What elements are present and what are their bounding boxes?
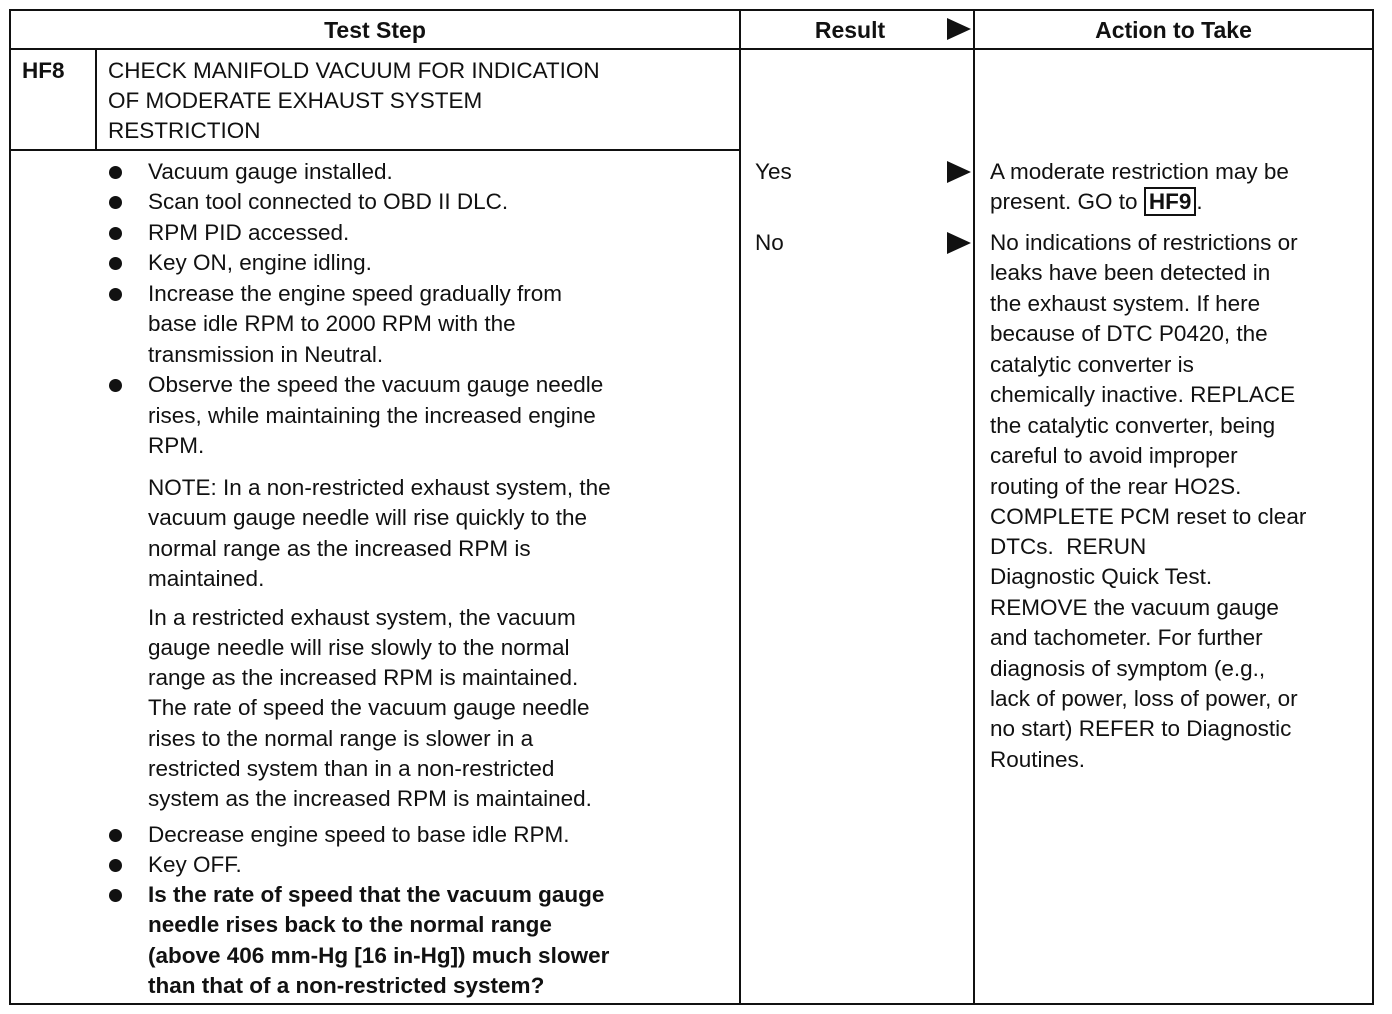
bullet-icon	[109, 196, 122, 209]
question-line-1: Is the rate of speed that the vacuum gauge	[148, 882, 605, 907]
action-no-line-3: the exhaust system. If here	[990, 291, 1261, 316]
question-line-2: needle rises back to the normal range	[148, 912, 552, 937]
bullet-icon	[109, 829, 122, 842]
question-line-3: (above 406 mm-Hg [16 in-Hg]) much slower	[148, 943, 610, 968]
header-result: Result	[814, 17, 886, 43]
bullet-icon	[109, 166, 122, 179]
note2-line-5: rises to the normal range is slower in a	[148, 726, 534, 751]
action-no-line-18: Routines.	[990, 747, 1086, 772]
bullet-4-line-1: Key ON, engine idling.	[148, 250, 372, 275]
action-no-line-1: No indications of restrictions or	[990, 230, 1298, 255]
action-yes-line-2	[990, 187, 1203, 218]
header-action: Action to Take	[1095, 17, 1252, 43]
step-title-divider	[9, 149, 741, 151]
table-border-left	[9, 9, 11, 1005]
bullet-2-line-1: Scan tool connected to OBD II DLC.	[148, 189, 509, 214]
goto-hf9-link[interactable]: HF9	[1144, 187, 1197, 216]
action-no-line-4: because of DTC P0420, the	[990, 321, 1268, 346]
action-no-line-14: and tachometer. For further	[990, 625, 1263, 650]
table-border-top	[9, 9, 1374, 11]
column-divider-result-action	[973, 9, 975, 1005]
note2-line-1: In a restricted exhaust system, the vacuum	[148, 605, 576, 630]
action-no-line-7: the catalytic converter, being	[990, 413, 1276, 438]
bullet-icon	[109, 379, 122, 392]
bullet-6-line-1: Observe the speed the vacuum gauge needle	[148, 372, 604, 397]
table-border-bottom	[9, 1003, 1374, 1005]
arrow-yes-icon	[947, 161, 971, 183]
header-arrow-icon	[947, 18, 971, 40]
action-yes-suffix: .	[1196, 189, 1203, 214]
note2-line-2: gauge needle will rise slowly to the normal	[148, 635, 570, 660]
bullet-5-line-3: transmission in Neutral.	[148, 342, 384, 367]
bullet-7-line-1: Decrease engine speed to base idle RPM.	[148, 822, 570, 847]
action-no-line-11: DTCs. RERUN	[990, 534, 1147, 559]
bullet-icon	[109, 859, 122, 872]
action-no-line-12: Diagnostic Quick Test.	[990, 564, 1213, 589]
result-yes: Yes	[755, 159, 792, 184]
action-no-line-15: diagnosis of symptom (e.g.,	[990, 656, 1266, 681]
arrow-no-icon	[947, 232, 971, 254]
question-line-4: than that of a non-restricted system?	[148, 973, 545, 998]
step-title-line-1: CHECK MANIFOLD VACUUM FOR INDICATION	[108, 58, 600, 83]
note1-line-1: NOTE: In a non-restricted exhaust system, the	[148, 475, 611, 500]
action-no-line-17: no start) REFER to Diagnostic	[990, 716, 1292, 741]
header-test-step: Test Step	[324, 17, 426, 43]
action-no-line-8: careful to avoid improper	[990, 443, 1238, 468]
bullet-1-line-1: Vacuum gauge installed.	[148, 159, 393, 184]
header-divider	[9, 48, 1374, 50]
step-code-divider	[95, 48, 97, 150]
bullet-8-line-1: Key OFF.	[148, 852, 242, 877]
bullet-6-line-2: rises, while maintaining the increased engine	[148, 403, 596, 428]
note2-line-7: system as the increased RPM is maintained.	[148, 786, 592, 811]
bullet-6-line-3: RPM.	[148, 433, 205, 458]
bullet-icon	[109, 889, 122, 902]
bullet-icon	[109, 257, 122, 270]
action-no-line-9: routing of the rear HO2S.	[990, 474, 1242, 499]
note2-line-3: range as the increased RPM is maintained.	[148, 665, 579, 690]
note1-line-2: vacuum gauge needle will rise quickly to the	[148, 505, 587, 530]
bullet-icon	[109, 288, 122, 301]
bullet-3-line-1: RPM PID accessed.	[148, 220, 350, 245]
step-title-line-2: OF MODERATE EXHAUST SYSTEM	[108, 88, 483, 113]
bullet-5-line-2: base idle RPM to 2000 RPM with the	[148, 311, 516, 336]
action-no-line-13: REMOVE the vacuum gauge	[990, 595, 1279, 620]
result-no: No	[755, 230, 784, 255]
note2-line-6: restricted system than in a non-restricted	[148, 756, 555, 781]
note2-line-4: The rate of speed the vacuum gauge needle	[148, 695, 590, 720]
bullet-5-line-1: Increase the engine speed gradually from	[148, 281, 563, 306]
action-yes-line-1: A moderate restriction may be	[990, 159, 1289, 184]
step-title-line-3: RESTRICTION	[108, 118, 261, 143]
action-no-line-2: leaks have been detected in	[990, 260, 1271, 285]
note1-line-4: maintained.	[148, 566, 265, 591]
table-border-right	[1372, 9, 1374, 1005]
note1-line-3: normal range as the increased RPM is	[148, 536, 531, 561]
step-code: HF8	[22, 58, 65, 83]
action-no-line-10: COMPLETE PCM reset to clear	[990, 504, 1307, 529]
action-no-line-6: chemically inactive. REPLACE	[990, 382, 1296, 407]
action-no-line-5: catalytic converter is	[990, 352, 1194, 377]
action-no-line-16: lack of power, loss of power, or	[990, 686, 1298, 711]
bullet-icon	[109, 227, 122, 240]
action-yes-prefix: present. GO to	[990, 189, 1144, 214]
column-divider-test-result	[739, 9, 741, 1005]
